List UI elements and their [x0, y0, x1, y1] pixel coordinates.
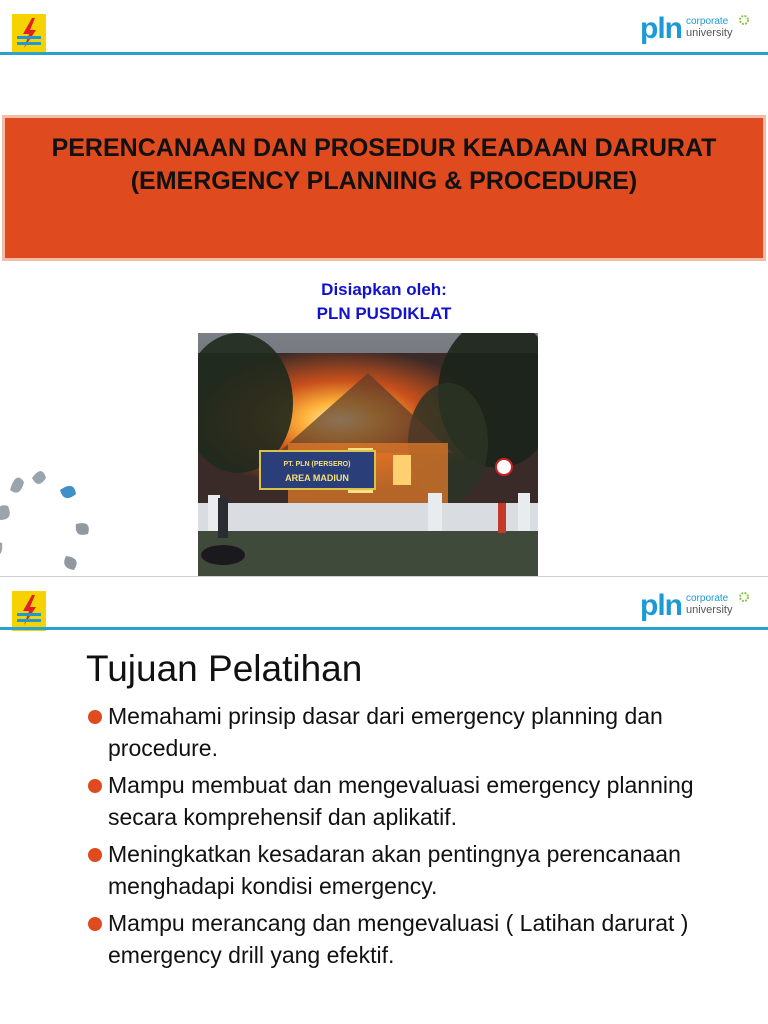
gear-icon	[738, 591, 750, 603]
corporate-university-logo	[640, 12, 752, 46]
slide-heading: Tujuan Pelatihan	[86, 648, 363, 689]
prepared-by: PLN PUSDIKLAT	[316, 304, 452, 323]
slide-title-text: PERENCANAAN DAN PROSEDUR KEADAAN DARURAT (EMERGENCY PLANNING & PROCEDURE)	[51, 134, 717, 195]
bullet-dot-icon	[88, 779, 102, 793]
logo-university-text: university	[686, 604, 733, 616]
list-item-text: Memahami prinsip dasar dari emergency planning dan procedure.	[108, 703, 663, 761]
gear-icon	[738, 14, 750, 26]
logo-university-text: university	[686, 27, 733, 39]
fire-photo	[198, 333, 538, 576]
bullet-dot-icon	[88, 848, 102, 862]
logo-corporate-text: corporate	[686, 16, 729, 27]
logo-corporate-text: corporate	[686, 593, 729, 604]
objectives-list	[86, 701, 716, 977]
title-band	[5, 118, 763, 258]
logo-pln-text: pln	[640, 589, 682, 622]
pln-logo	[12, 14, 46, 54]
list-item-text: Mampu merancang dan mengevaluasi ( Latihan darurat ) emergency drill yang efektif.	[108, 910, 689, 968]
bullet-dot-icon	[88, 710, 102, 724]
list-item	[86, 839, 716, 902]
list-item	[86, 701, 716, 764]
slide-objectives	[0, 577, 768, 1024]
bullet-dot-icon	[88, 917, 102, 931]
corporate-university-logo	[640, 589, 752, 623]
list-item-text: Meningkatkan kesadaran akan pentingnya perencanaan menghadapi kondisi emergency.	[108, 841, 681, 899]
header-rule	[0, 627, 768, 630]
svg-text:PT. PLN (PERSERO): PT. PLN (PERSERO)	[283, 461, 351, 468]
list-item-text: Mampu membuat dan mengevaluasi emergency planning secara komprehensif dan aplikatif.	[108, 772, 694, 830]
list-item	[86, 908, 716, 971]
pln-logo	[12, 591, 46, 631]
prepared-label: Disiapkan oleh:	[321, 280, 447, 299]
header-rule	[0, 52, 768, 55]
list-item	[86, 770, 716, 833]
logo-pln-text: pln	[640, 12, 682, 45]
decorative-swirl-graphic	[0, 460, 140, 576]
svg-text:AREA MADIUN: AREA MADIUN	[285, 473, 349, 483]
